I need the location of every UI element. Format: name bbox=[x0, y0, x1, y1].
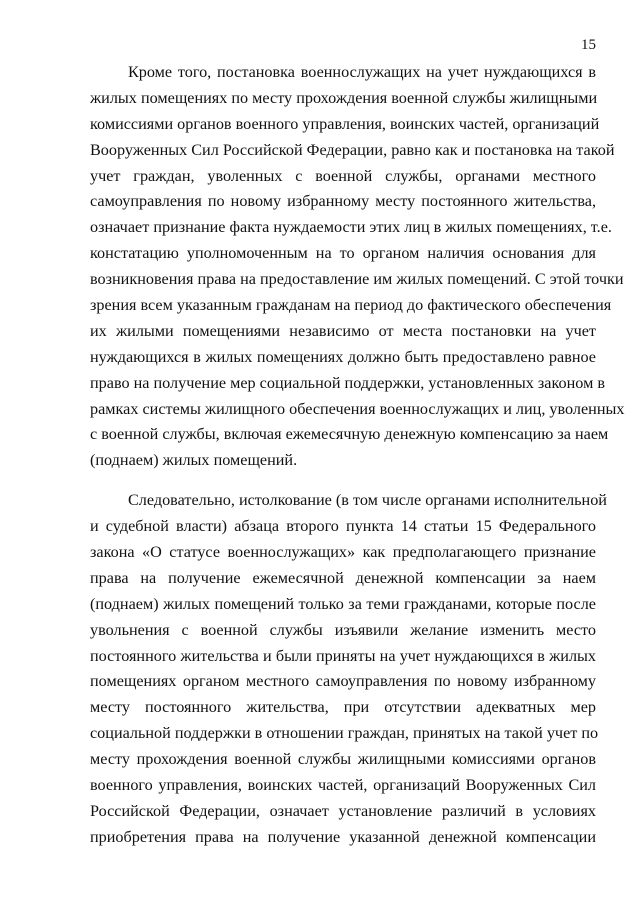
text-line: их жилыми помещениями независимо от места постановки на учет bbox=[90, 321, 596, 340]
text-line: означает признание факта нуждаемости этих лиц в жилых помещениях, т.е. bbox=[90, 218, 612, 237]
text-line: жилых помещениях по месту прохождения военной службы жилищными bbox=[90, 88, 598, 107]
text-line: военного управления, воинских частей, организаций Вооруженных Сил bbox=[90, 776, 596, 795]
text-line: рамках системы жилищного обеспечения военнослужащих и лиц, уволенных bbox=[90, 399, 625, 418]
text-line: самоуправления по новому избранному месту постоянного жительства, bbox=[90, 192, 596, 211]
text-line: Вооруженных Сил Российской Федерации, равно как и постановка на такой bbox=[90, 140, 615, 159]
text-line: права на получение ежемесячной денежной компенсации за наем bbox=[90, 568, 596, 587]
text-line: месту прохождения военной службы жилищными комиссиями органов bbox=[90, 750, 596, 769]
text-line: констатацию уполномоченным на то органом наличия основания для bbox=[90, 244, 596, 263]
text-line: нуждающихся в жилых помещениях должно быть предоставлено равное bbox=[90, 347, 596, 366]
text-line: зрения всем указанным гражданам на период до фактического обеспечения bbox=[90, 296, 612, 315]
text-line: учет граждан, уволенных с военной службы, органами местного bbox=[90, 166, 596, 185]
text-line: помещениях органом местного самоуправления по новому избранному bbox=[90, 672, 596, 691]
paragraph-spacer bbox=[90, 474, 596, 488]
text-line: социальной поддержки в отношении граждан, принятых на такой учет по bbox=[90, 724, 599, 743]
text-line: право на получение мер социальной поддержки, установленных законом в bbox=[90, 373, 606, 392]
text-line: увольнения с военной службы изъявили желание изменить место bbox=[90, 620, 596, 639]
text-line: Российской Федерации, означает установление различий в условиях bbox=[90, 801, 596, 820]
paragraph-1 bbox=[90, 60, 625, 474]
text-line: Кроме того, постановка военнослужащих на учет нуждающихся в bbox=[128, 63, 596, 81]
text-line: закона «О статусе военнослужащих» как предполагающего признание bbox=[90, 543, 596, 562]
text-line: Следовательно, истолкование (в том числе органами исполнительной bbox=[128, 491, 607, 510]
text-line: (поднаем) жилых помещений. bbox=[90, 451, 298, 470]
paragraph-2 bbox=[90, 488, 607, 850]
text-line: месту постоянного жительства, при отсутствии адекватных мер bbox=[90, 698, 596, 717]
text-line: постоянного жительства и были приняты на учет нуждающихся в жилых bbox=[90, 646, 596, 665]
text-line: с военной службы, включая ежемесячную денежную компенсацию за наем bbox=[90, 425, 609, 444]
text-line: приобретения права на получение указанной денежной компенсации bbox=[90, 827, 596, 846]
text-line: комиссиями органов военного управления, воинских частей, организаций bbox=[90, 114, 600, 133]
text-line: возникновения права на предоставление им жилых помещений. С этой точки bbox=[90, 270, 624, 289]
body-text bbox=[90, 60, 625, 851]
text-line: (поднаем) жилых помещений только за теми гражданами, которые после bbox=[90, 594, 596, 613]
page-number: 15 bbox=[581, 37, 596, 53]
text-line: и судебной власти) абзаца второго пункта 14 статьи 15 Федерального bbox=[90, 517, 596, 536]
